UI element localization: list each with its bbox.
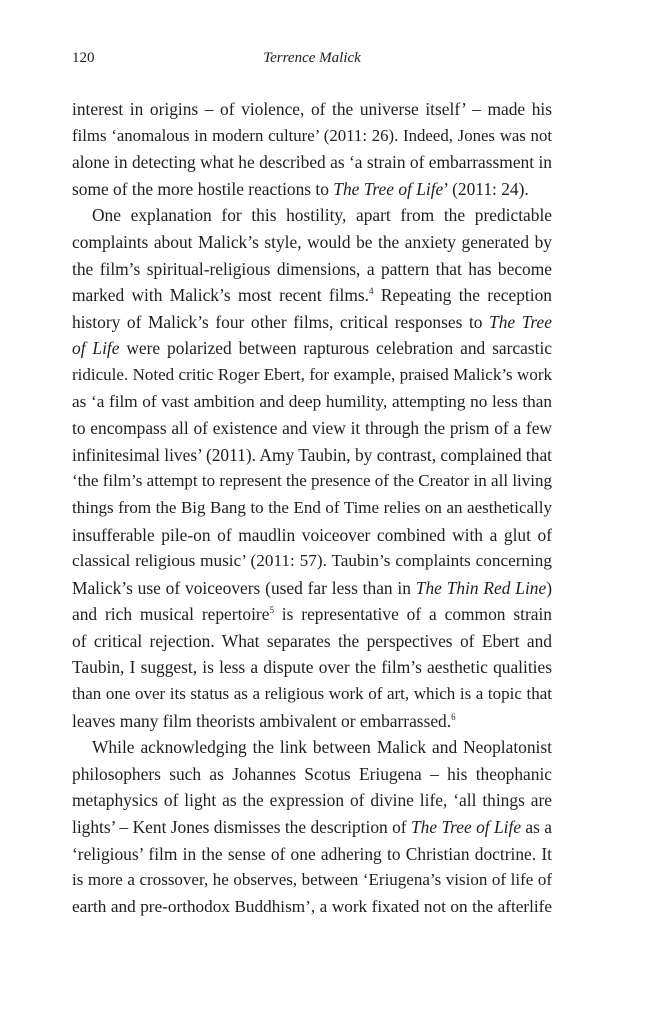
body-text	[72, 96, 552, 920]
text-line: is more a crossover, he observes, between ‘Eriugena’s vision of life of	[72, 870, 552, 890]
text-line: Malick’s use of voiceovers (used far less than in The Thin Red Line)	[72, 577, 552, 598]
text-line: things from the Big Bang to the End of Time relies on an aesthetically	[72, 497, 552, 517]
page-number: 120	[72, 50, 95, 66]
text-line: One explanation for this hostility, apart from the predictable	[92, 205, 552, 226]
text-line: films ‘anomalous in modern culture’ (2011: 26). Indeed, Jones was not	[72, 125, 552, 145]
text-line: marked with Malick’s most recent films.$^4$ Repeating the reception	[72, 285, 552, 306]
text-line: alone in detecting what he described as ‘a strain of embarrassment in	[72, 152, 552, 173]
text-line: than one over its status as a religious work of art, which is a topic that	[72, 684, 552, 704]
film-title: The Thin Red Line	[415, 577, 547, 598]
film-title: The Tree of Life	[410, 817, 522, 838]
film-title: of Life	[72, 338, 120, 359]
text-line: metaphysics of light as the expression of divine life, ‘all things are	[72, 790, 552, 811]
text-line: lights’ – Kent Jones dismisses the description of The Tree of Life as a	[72, 817, 553, 838]
film-title: The Tree of Life	[333, 178, 444, 199]
text-line: ‘religious’ film in the sense of one adhering to Christian doctrine. It	[72, 843, 552, 864]
text-line: insufferable pile-on of maudlin voiceover combined with a glut of	[72, 524, 552, 545]
running-head: Terrence Malick	[263, 50, 361, 66]
text-line: of critical rejection. What separates the perspectives of Ebert and	[72, 630, 552, 651]
film-title: The Tree	[489, 311, 552, 332]
text-line: earth and pre-orthodox Buddhism’, a work fixated not on the afterlife	[72, 896, 552, 916]
text-line: as ‘a film of vast ambition and deep humility, attempting no less than	[72, 391, 552, 411]
text-line: leaves many film theorists ambivalent or embarrassed.$^6$	[72, 710, 456, 731]
paragraph	[72, 96, 552, 202]
text-line: philosophers such as Johannes Scotus Eriugena – his theophanic	[72, 763, 552, 784]
text-line: While acknowledging the link between Malick and Neoplatonist	[92, 737, 552, 758]
text-line: history of Malick’s four other films, critical responses to The Tree	[72, 311, 552, 332]
text-line: the film’s spiritual-religious dimensions, a pattern that has become	[72, 258, 552, 279]
paragraph	[72, 734, 552, 920]
text-line: infinitesimal lives’ (2011). Amy Taubin, by contrast, complained that	[72, 444, 552, 465]
paragraph	[72, 202, 552, 734]
text-line: some of the more hostile reactions to The Tree of Life’ (2011: 24).	[72, 178, 529, 199]
footnote-marker: 4	[369, 286, 374, 297]
text-line: Taubin, I suggest, is less a dispute over the film’s aesthetic qualities	[72, 657, 552, 678]
text-line: to encompass all of existence and view it through the prism of a few	[72, 418, 552, 439]
text-line: classical religious music’ (2011: 57). Taubin’s complaints concerning	[72, 551, 552, 571]
footnote-marker: 5	[269, 605, 274, 616]
text-line: and rich musical repertoire$^5$ is representative of a common strain	[72, 604, 552, 625]
page-header	[72, 50, 552, 74]
text-line: of Life were polarized between rapturous celebration and sarcastic	[72, 338, 552, 359]
text-line: ‘the film’s attempt to represent the presence of the Creator in all living	[72, 471, 552, 491]
text-line: complaints about Malick’s style, would be the anxiety generated by	[72, 231, 552, 252]
text-line: ridicule. Noted critic Roger Ebert, for example, praised Malick’s work	[72, 364, 552, 384]
footnote-marker: 6	[451, 711, 456, 722]
text-line: interest in origins – of violence, of the universe itself’ – made his	[72, 99, 552, 119]
